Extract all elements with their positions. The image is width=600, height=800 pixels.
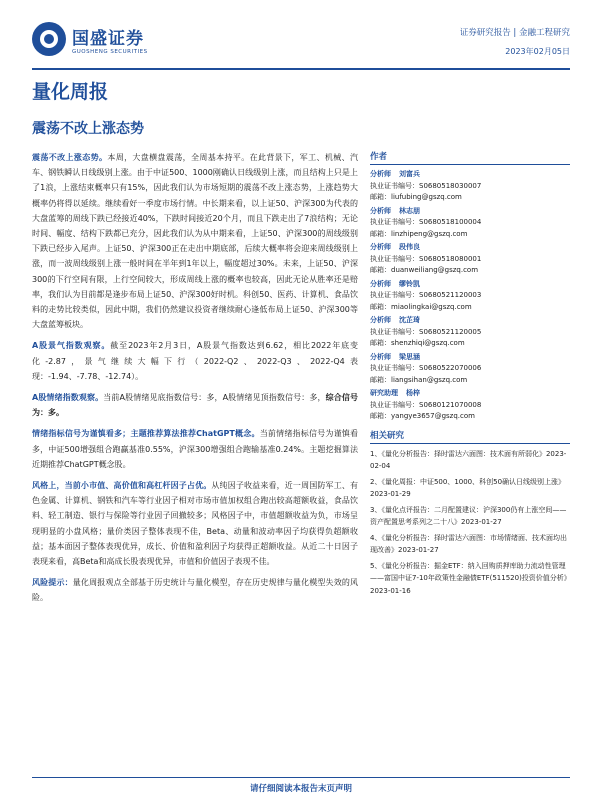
analyst-name: 梁思涵 bbox=[399, 352, 420, 361]
related-report[interactable]: 1、《量化分析报告：择时雷达六面图：技术面有所弱化》2023-02-04 bbox=[370, 449, 567, 470]
related-report[interactable]: 3、《量化点评报告：二月配置建议：沪深300仍有上涨空间——资产配置思考系列之二十八》2023-01-27 bbox=[370, 505, 567, 526]
analyst-email[interactable]: 邮箱：shenzhiqi@gszq.com bbox=[370, 339, 465, 347]
analyst-role: 分析师 bbox=[370, 352, 391, 361]
analyst-cert: 执业证书编号：S0680121070008 bbox=[370, 400, 482, 409]
analyst-role: 研究助理 bbox=[370, 389, 398, 397]
analyst-cert: 执业证书编号：S0680518100004 bbox=[370, 218, 482, 226]
analyst-card bbox=[370, 315, 570, 350]
analyst-email[interactable]: 邮箱：liangsihan@gszq.com bbox=[370, 375, 468, 384]
analyst-name: 杨梓 bbox=[406, 389, 420, 397]
paragraph: 震荡不改上涨态势。本周，大盘横盘震荡，全周基本持平。在此背景下，军工、机械、汽车、钢铁瞬认日线级别上涨。由于中证500、1000刚确认日线级别上涨，而且结构上只是上了1浪，上涨结束概率只有15%，因此我们认为市场短期的震荡不改上涨态势，上涨趋势大概率仍将得以延续。继续看好一季度市场行情。中长期来看，以上证50、沪深300为代表的大盘蓝筹的周线下跌已经接近40%，下跌时间接近20个月，而且下跌走出了7浪结构；无论时间、幅度、结构下跌都已充分，因此我们认为从中期来看，上证50、沪深300的周线级别下跌已经步入尾声。上证50、沪深300正在走出中期底部，后续大概率将会迎来周线级别上涨，而一波周线级别上涨一般时间在半年到1年以上，幅度超过30%。未来，上证50、沪深300的下行空间有限，上行空间较大，形成周线上涨的概率也较高，因此无论从胜率还是赔率，我们认为目前都是逢步布局上证50、沪深300好时机。科创50、医药、计算机、食品饮料的走势比较类似，因此中期，我们仍然建议投资者继续耐心逢低布局上证50、沪深300等大盘蓝筹板块。 bbox=[32, 153, 359, 330]
report-date: 2023年02月05日 bbox=[505, 47, 570, 56]
analyst-cert: 执业证书编号：S0680521120005 bbox=[370, 327, 482, 336]
authors-heading: 作者 bbox=[370, 150, 570, 165]
analyst-email[interactable]: 邮箱：linzhipeng@gszq.com bbox=[370, 229, 468, 238]
analyst-email[interactable]: 邮箱：yangye3657@gszq.com bbox=[370, 412, 475, 420]
analyst-card bbox=[370, 169, 570, 204]
analyst-name: 缪铃凯 bbox=[399, 279, 420, 288]
footer-disclaimer: 请仔细阅读本报告末页声明 bbox=[249, 784, 352, 794]
analyst-cert: 执业证书编号：S0680521120003 bbox=[370, 291, 482, 299]
related-heading: 相关研究 bbox=[370, 429, 570, 444]
related-report[interactable]: 2、《量化周报：中证500、1000、科创50确认日线级别上涨》2023-01-29 bbox=[370, 477, 566, 498]
analyst-name: 林志朋 bbox=[399, 206, 420, 215]
report-title: 量化周报 bbox=[32, 81, 109, 103]
logo-icon bbox=[32, 22, 66, 56]
analyst-email[interactable]: 邮箱：duanweiliang@gszq.com bbox=[370, 266, 479, 274]
header-divider bbox=[32, 68, 570, 70]
report-header bbox=[32, 22, 570, 62]
analyst-cert: 执业证书编号：S0680518030007 bbox=[370, 181, 482, 190]
analyst-name: 沈芷琦 bbox=[399, 316, 420, 324]
paragraph: A股景气指数观察。截至2023年2月3日，A股景气指数达到6.62，相比2022年底变化-2.87，景气继续大幅下行（2022-Q2、2022-Q3、2022-Q4表现：-1.94、-7.78、-12.74）。 bbox=[32, 341, 358, 381]
analyst-role: 分析师 bbox=[370, 243, 391, 251]
report-type: 证券研究报告 | 金融工程研究 bbox=[459, 28, 570, 38]
paragraph: 风险提示：量化周报观点全部基于历史统计与量化模型，存在历史规律与量化模型失效的风险。 bbox=[32, 578, 359, 603]
paragraph: 情绪指标信号为谨慎看多；主题推荐算法推荐ChatGPT概念。当前情绪指标信号为谨慎看多，中证500增强组合跑赢基准0.55%，沪深300增强组合跑输基准0.24%。主题挖掘算法近期推荐ChatGPT概念股。 bbox=[32, 429, 358, 469]
related-report[interactable]: 5、《量化分析报告：掘金ETF：纳入回购质押库助力流动性管理——富国中证7-10年政策性金融债ETF(511520)投资价值分析》2023-01-16 bbox=[370, 561, 568, 595]
report-subtitle: 震荡不改上涨态势 bbox=[32, 121, 144, 137]
analyst-role: 分析师 bbox=[370, 316, 391, 324]
brand-name-cn: 国盛证券 bbox=[72, 28, 144, 49]
analyst-card bbox=[370, 388, 570, 423]
sidebar bbox=[370, 150, 570, 600]
analyst-card bbox=[370, 206, 570, 241]
analyst-cert: 执业证书编号：S0680518080001 bbox=[370, 254, 482, 263]
main-body bbox=[32, 150, 358, 612]
analyst-card bbox=[370, 279, 570, 314]
paragraph: A股情绪指数观察。当前A股情绪见底指数信号：多，A股情绪见顶指数信号：多，综合信号为：多。 bbox=[32, 393, 358, 418]
analyst-card bbox=[370, 242, 570, 277]
brand-logo bbox=[32, 22, 148, 56]
analyst-name: 刘富兵 bbox=[399, 170, 420, 178]
analyst-role: 分析师 bbox=[370, 279, 391, 288]
analyst-role: 分析师 bbox=[370, 206, 391, 215]
footer bbox=[32, 777, 570, 794]
analyst-cert: 执业证书编号：S0680522070006 bbox=[370, 364, 482, 372]
related-report[interactable]: 4、《量化分析报告：择时雷达六面图：市场情绪面、技术面均出现改善》2023-01-27 bbox=[370, 533, 567, 554]
analyst-email[interactable]: 邮箱：liufubing@gszq.com bbox=[370, 193, 462, 201]
analyst-card bbox=[370, 352, 570, 387]
brand-name-en: GUOSHENG SECURITIES bbox=[72, 48, 148, 55]
analyst-name: 段伟良 bbox=[399, 243, 420, 251]
analyst-role: 分析师 bbox=[370, 170, 391, 178]
analyst-email[interactable]: 邮箱：miaolingkai@gszq.com bbox=[370, 302, 472, 311]
paragraph: 风格上，当前小市值、高价值和高杠杆因子占优。从纯因子收益来看，近一周国防军工、有色金属、计算机、钢铁和汽车等行业因子相对市场市值加权组合跑出较高超额收益，食品饮料、轻工制造、银行与保险等行业因子回撤较多；风格因子中，市值超额收益为负，市场呈现明显的小盘风格；量价类因子整体表现不佳，Beta、动量和波动率因子均获得负超额收益；基本面因子整体表现优异，成长、价值和盈利因子均获得正超额收益。从近二十日因子表现来看，高Beta和高成长股表现优异，市值和价值因子表现不佳。 bbox=[32, 481, 359, 567]
